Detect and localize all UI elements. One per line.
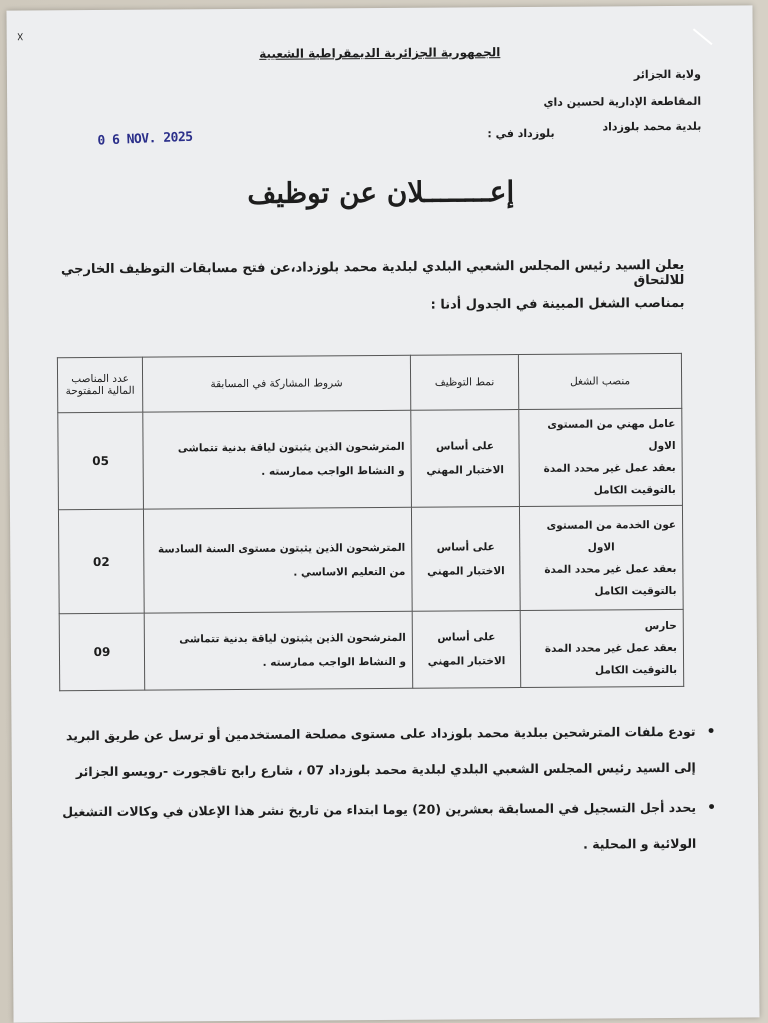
count-cell: 02	[58, 509, 144, 614]
post-title: حارس	[644, 619, 677, 633]
post-time: بالتوقيت الكامل	[593, 483, 676, 497]
mode-cell: على أساس الاختبار المهني	[411, 507, 520, 612]
post-time: بالتوقيت الكامل	[594, 663, 678, 677]
handwritten-mark: ☓	[16, 30, 24, 46]
post-cell	[520, 609, 684, 687]
bullet-line: الولائية و المحلية .	[583, 835, 697, 852]
district-label: المقاطعة الإدارية لحسين داي	[543, 94, 702, 109]
table-row	[58, 505, 683, 613]
condition-line: المترشحون الذين يثبتون لياقة بدنية تتماشى	[177, 440, 405, 455]
bullet-line: إلى السيد رئيس المجلس الشعبي البلدي لبلدية محمد بلوزداد 07 ، شارع رابح تاقجورت -رويسو الجزائر	[75, 759, 696, 780]
post-title: عون الخدمة من المستوى	[546, 518, 677, 532]
list-item	[32, 790, 718, 867]
post-title-cont: الاول	[587, 540, 615, 554]
corner-glare	[693, 28, 713, 45]
table-row	[58, 408, 683, 509]
header-conditions: شروط المشاركة في المسابقة	[142, 355, 410, 412]
post-time: بالتوقيت الكامل	[594, 584, 677, 598]
republic-heading: الجمهورية الجزائرية الديمقراطية الشعبية	[259, 45, 501, 61]
bullet-line: • يحدد أجل التسجيل في المسابقة بعشرين (20) يوما ابتداء من تاريخ نشر هذا الإعلان في وكالات التشغيل	[62, 799, 697, 820]
instructions-list	[31, 714, 718, 867]
place-date-label: بلوزداد في :	[487, 126, 555, 141]
post-contract: بعقد عمل غير محدد المدة	[543, 461, 676, 475]
post-title: عامل مهني من المستوى الاول	[547, 417, 676, 453]
positions-table	[57, 353, 684, 691]
conditions-cell	[143, 507, 412, 613]
count-cell: 09	[59, 613, 145, 691]
commune-label: بلدية محمد بلوزداد	[602, 119, 702, 134]
condition-line: و النشاط الواجب ممارسته .	[262, 655, 407, 669]
condition-line: المترشحون الذين يثبتون مستوى السنة السادسة	[157, 541, 406, 556]
bullet-line: • تودع ملفات المترشحين ببلدية محمد بلوزداد على مستوى مصلحة المستخدمين أو ترسل عن طريق البريد	[65, 723, 696, 744]
table-row	[59, 609, 684, 690]
wilaya-label: ولاية الجزائر	[633, 67, 701, 82]
table-header-row	[57, 353, 681, 412]
post-cell	[519, 505, 683, 610]
condition-line: المترشحون الذين يثبتون لياقة بدنية تتماشى	[179, 631, 406, 646]
post-contract: بعقد عمل غير محدد المدة	[544, 641, 677, 655]
list-item	[31, 714, 717, 791]
condition-line: من التعليم الاساسي .	[293, 565, 406, 579]
header-mode: نمط التوظيف	[410, 355, 518, 411]
header-post: منصب الشغل	[518, 353, 681, 409]
conditions-cell	[143, 410, 412, 509]
intro-line-1: يعلن السيد رئيس المجلس الشعبي البلدي لبلدية محمد بلوزداد،عن فتح مسابقات التوظيف الخارجي للالتحاق	[60, 257, 685, 289]
announcement-page	[6, 5, 759, 1022]
mode-cell: على أساس الاختبار المهني	[411, 410, 520, 508]
condition-line: و النشاط الواجب ممارسته .	[261, 464, 405, 478]
header-count: عدد المناصب المالية المفتوحة	[57, 357, 142, 413]
page-title: إعــــــــلان عن توظيف	[247, 175, 515, 210]
count-cell: 05	[58, 412, 144, 510]
date-stamp: 0 6 NOV. 2025	[97, 129, 193, 149]
conditions-cell	[144, 611, 413, 690]
intro-line-2: بمناصب الشغل المبينة في الجدول أدنا :	[430, 295, 685, 313]
mode-cell: على أساس الاختبار المهني	[412, 611, 521, 689]
post-cell	[519, 408, 683, 506]
post-contract: بعقد عمل غير محدد المدة	[544, 562, 677, 576]
